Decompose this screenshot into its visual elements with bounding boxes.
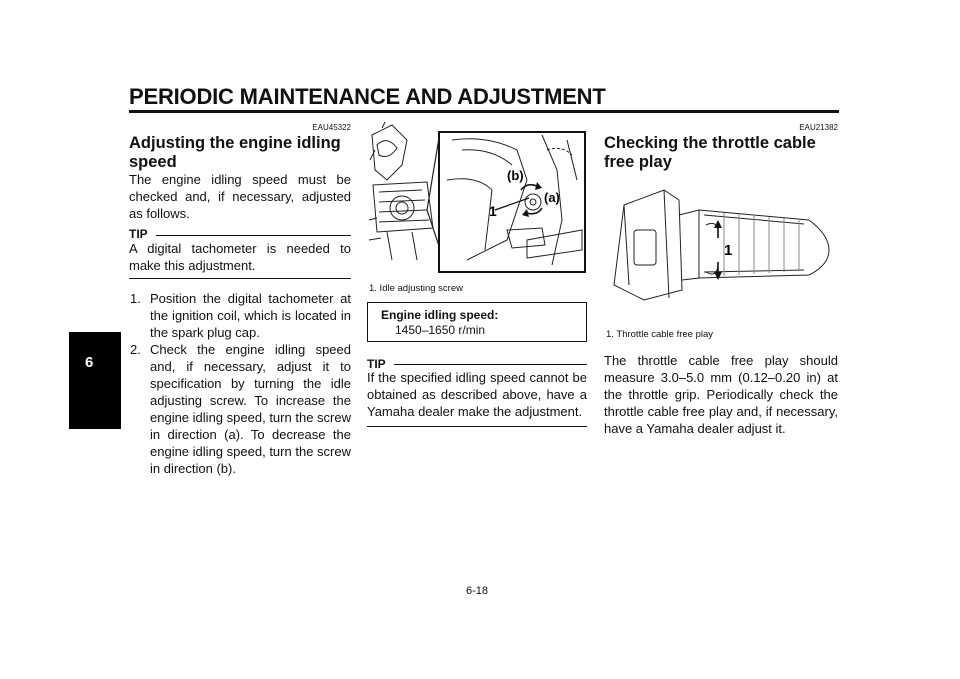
tip-label-middle: TIP bbox=[367, 357, 386, 371]
heading-idling-speed: Adjusting the engine idling speed bbox=[129, 134, 341, 171]
figure-caption-throttle: 1. Throttle cable free play bbox=[606, 329, 714, 340]
spec-box-idling-speed bbox=[367, 302, 587, 342]
figure-label-1: 1 bbox=[489, 203, 497, 219]
figure-label-1-throttle: 1 bbox=[724, 242, 733, 259]
throttle-grip-figure bbox=[604, 180, 838, 308]
figure-caption-idle-screw: 1. Idle adjusting screw bbox=[369, 283, 463, 294]
idling-steps-list bbox=[130, 290, 351, 477]
throttle-grip-illustration bbox=[604, 180, 838, 308]
step-text: Check the engine idling speed and, if necessary, adjust it to specification by turning the idle adjusting screw. To increase the engine idling speed, turn the screw in direction (a). To decrease the engine idling speed, turn the screw in direction (b). bbox=[150, 342, 351, 476]
section-code-idling: EAU45322 bbox=[312, 123, 351, 132]
tip-text-middle: If the specified idling speed cannot be obtained as described above, have a Yamaha dealer make the adjustment. bbox=[367, 370, 587, 419]
header-rule bbox=[129, 110, 839, 113]
chapter-tab bbox=[69, 332, 121, 429]
tip-top-rule-middle bbox=[394, 364, 587, 365]
page-number: 6-18 bbox=[466, 585, 489, 597]
tip-top-rule-left bbox=[156, 235, 351, 236]
list-item-step-2 bbox=[130, 341, 351, 477]
spec-label: Engine idling speed: bbox=[381, 308, 499, 322]
chapter-tab-number: 6 bbox=[85, 354, 94, 371]
tip-bottom-rule-middle bbox=[367, 426, 587, 427]
tip-text-left: A digital tachometer is needed to make this adjustment. bbox=[129, 241, 351, 273]
tip-label-left: TIP bbox=[129, 227, 148, 241]
throttle-body-paragraph: The throttle cable free play should measure 3.0–5.0 mm (0.12–0.20 in) at the throttle grip. Periodically check the throttle cable free play and, if necessary, have a Yamaha dealer adjust it. bbox=[604, 353, 838, 436]
idle-screw-figure bbox=[367, 120, 587, 278]
tip-bottom-rule-left bbox=[129, 278, 351, 279]
figure-label-a: (a) bbox=[544, 190, 560, 205]
spec-value: 1450–1650 r/min bbox=[395, 323, 486, 337]
figure-label-b: (b) bbox=[507, 168, 524, 183]
step-text: Position the digital tachometer at the ignition coil, which is located in the spark plug cap. bbox=[150, 291, 351, 340]
throttle-body-text bbox=[604, 352, 838, 437]
idling-intro-paragraph: The engine idling speed must be checked and, if necessary, adjusted as follows. bbox=[129, 172, 351, 221]
heading-throttle-cable: Checking the throttle cable free play bbox=[604, 134, 816, 171]
idling-intro-text bbox=[129, 171, 351, 222]
page-header-title: PERIODIC MAINTENANCE AND ADJUSTMENT bbox=[129, 84, 606, 109]
section-code-throttle: EAU21382 bbox=[799, 123, 838, 132]
step-number: 2. bbox=[130, 342, 141, 357]
list-item-step-1 bbox=[130, 290, 351, 341]
idle-screw-illustration bbox=[367, 120, 587, 278]
step-number: 1. bbox=[130, 291, 141, 306]
